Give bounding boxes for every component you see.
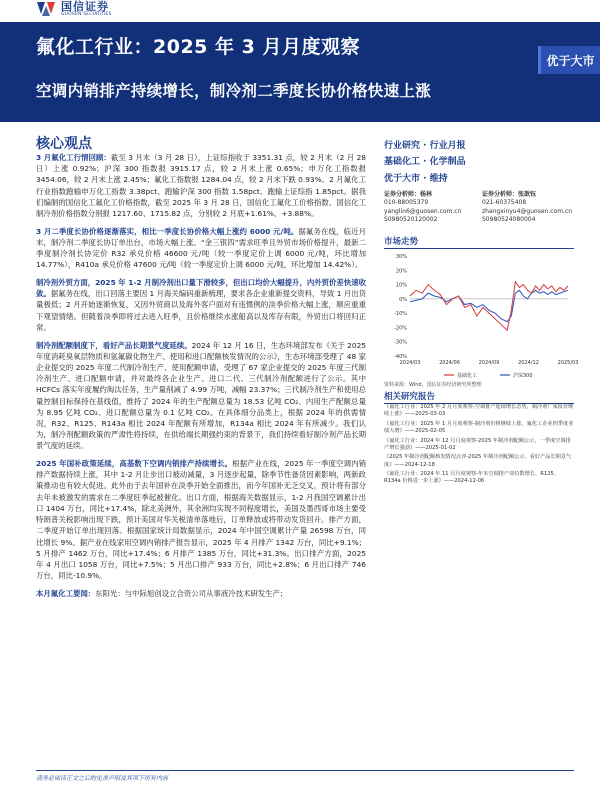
market-trend-heading: 市场走势 [384,235,574,249]
top-bar [0,0,600,22]
paragraph-body: 2024 年 12 月 16 日，生态环境部发布《关于 2025 年度消耗臭氧层物质和氢氟碳化物生产、使用和进口配额核发情况的公示》，生态环境部受理了 48 家企业提交的 2025 年度二代制冷剂生产、使用配额申请，受理了 67 家企业提交的 2025 年度三代制冷剂生产、进口配额申请，并对最终各企业生产、进口二代、三代制冷剂配额进行了公示。其中 HCFCs 落实年度履约淘汰任务，生产量削减了 4.99 万吨，减幅 23.37%；三代制冷剂生产和使用总量控制目标保持在基线值，维持了 2024 年的生产配额总量为 18.53 亿吨 CO₂、内用生产配额总量为 8.95 亿吨 CO₂、进口配额总量为 0.1 亿吨 CO₂。在具体细分品类上，根据 2024 年的供需情况，R32、R125、R143a 相比 2024 年配额有所增加，R134a 相比 2024 年有所减少。我们认为，制冷剂配额政策的严肃性将持续，在供给端长期强约束的背景下，我们持续看好制冷剂产品长期景气度的延续。 [36,340,366,451]
paragraph-lead: 2025 年国补政策延续，高基数下空调内销排产持续增长。 [36,459,233,469]
related-report-item[interactable]: 《氟化工行业：2024 年 11 月月度观察-年末空调排产双位数增长，R125、R134a 价格进一步上涨》——2024-12-06 [384,471,560,485]
analyst-email[interactable]: yanglin6@guosen.com.cn [384,207,462,215]
paragraph-body: 据氟务在线，临近月末，制冷剂二季度长协订单出台，市场大幅上涨。“金三银四”需求旺季且外贸市场价格提升，最新二季度制冷剂长协定价 R32 承兑价格 46600 元/吨（较一季度定价上调 6000 元/吨，环比增加 14.77%），R410a 承兑价格 47600 元/吨（较一季度定价上调 6000 元/吨，环比增加 14.42%）。 [36,226,366,270]
analyst-cert: S0980524080004 [482,216,536,224]
paragraph-lead: 3 月二季度长协价格逐渐落实，相比一季度长协价格大幅上涨约 6000 元/吨。 [36,226,299,236]
paragraph-body: 东阳光：与中际旭创设立合资公司从事液冷技术研发生产； [95,588,288,598]
analyst-name: 证券分析师：张歆钰 [482,191,537,198]
x-tick-label: 2024/12 [518,360,539,366]
paragraph-body: 据氟务在线，出口回落主要因 1 月海关编码重新梳理，要求各企业重新提交资料，导致 1 月出货量极低；2 月开始逐渐恢复，又因外贸商以及海外客户面对有违惯例的淡季价格大幅上涨，顺应重重下观望情绪。但随着淡季即将过去进入旺季，且价格继续水涨船高以及库存有限，外贸出口将回归正常。 [36,289,366,332]
industry-label: 行业研究 · 行业月报 [384,141,466,151]
y-tick-label: 0% [399,296,407,303]
report-subtitle: 空调内销排产持续增长，制冷剂二季度长协价格快速上涨 [36,82,432,100]
series-line-hs300 [410,290,568,321]
y-tick-label: 20% [395,268,407,275]
footer-disclaimer: 请务必阅读正文之后的免责声明及其项下所有内容 [36,775,169,782]
related-reports-list [384,404,574,488]
analyst-card [482,191,574,225]
main-content [36,152,366,606]
chart-svg [384,250,579,380]
paragraph-lead: 本月氟化工要闻： [36,588,96,598]
y-tick-label: 10% [395,282,407,289]
analyst-card [384,191,476,225]
related-report-item[interactable]: 《氟化工行业：2025 年 1 月月度观察-制冷剂价格继续上涨，氟化工企业四季度业绩大增》——2025-02-05 [384,420,574,434]
analyst-phone: 021-60375408 [482,199,527,207]
report-title: 氟化工行业：2025 年 3 月月度观察 [36,36,360,58]
analyst-name: 证券分析师：杨林 [384,191,433,198]
sidebar [384,138,574,225]
paragraph-lead: 制冷剂配额制度下，看好产品长期景气度延续。 [36,340,192,350]
series-line-chem [410,282,568,331]
market-trend-chart [384,250,579,380]
legend-label: 沪深300 [513,373,533,379]
analyst-cert: S0980520120002 [384,216,438,224]
x-tick-label: 2024/09 [478,360,500,366]
related-report-item[interactable]: 《氟化工行业：2025 年 2 月月度观察-空调排产延续增长态势，制冷剂厂家报价继续上涨》——2025-03-03 [384,404,574,418]
paragraph-lead: 3 月氟化工行情回顾： [36,153,111,162]
paragraph-export [36,277,366,333]
x-tick-label: 2025/03 [557,360,579,366]
rating-badge: 优于大市 [538,46,600,74]
analyst-phone: 010-88005379 [384,199,429,207]
analyst-email[interactable]: zhangxinyu4@guosen.com.cn [482,207,573,215]
paragraph-review [36,152,366,219]
y-tick-label: -20% [394,325,407,332]
paragraph-long-contract [36,226,366,271]
x-tick-label: 2024/06 [439,360,460,366]
related-report-item[interactable]: 《2025 年制冷剂配额核发情况点评-2025 年制冷剂配额公示，看好产品长期景气度》——2024-12-18 [384,454,572,468]
paragraph-news [36,588,366,599]
legend-label: 基础化工 [457,373,478,379]
footer-divider [36,770,574,771]
y-tick-label: 30% [395,254,407,260]
core-view-heading: 核心观点 [36,136,92,152]
analyst-list [384,191,574,225]
paragraph-air-conditioner [36,458,366,581]
paragraph-body: 根据产业在线，2025 年一季度空调内销排产数据持续上涨，其中 1-2 月让步出口被动减量，3 月逐步起量，除季节性备货因素影响，两新政策推动也有较大促进。此外由于去年国补在淡季开始全面推出，而今年国补无乏交叉，预计将有部分去年未被激发的需求在二季度旺季起被催化。出口方面，根据海关数据显示，1-2 月我国空调累计出口 1404 万台，同比+17.4%，除北美洲外，其余洲均实现不同程度增长，美国及墨西哥市场主要受特朗普关税影响出现下跌，预计美国对华关税清单落地后，订单释放或将带动发货回升。排产方面，二季度开始订单出现回落。根据国家统计局数据显示，2024 年中国空调累计产量 26598 万台，同比增长 9%。据产业在线家用空调内销排产报告显示，2025 年 4 月排产 1342 万台，同比+9.1%；5 月排产 1462 万台，同比+17.4%；6 月排产 1385 万台，同比+31.3%。出口排产方面，2025 年 4 月出口 1058 万台，同比+7.5%；5 月出口排产 933 万台，同比+2.8%；6 月出口排产 746 万台，同比-10.9%。 [36,459,366,581]
rating-label: 优于大市 · 维持 [384,174,448,184]
logo-cn-text: 国信证券 [61,0,109,13]
y-tick-label: -30% [394,339,407,346]
paragraph-quota [36,340,366,452]
related-reports-heading: 相关研究报告 [384,390,574,404]
x-tick-label: 2024/03 [399,360,421,366]
related-report-item[interactable]: 《氟化工行业：2024 年 12 月月度观察-2025 年制冷剂配额公示，一季度空调排产增长强劲》——2025-01-02 [384,437,571,451]
paragraph-lead: 制冷剂外贸方面，2025 年 1-2 月制冷剂出口量下滑较多，但出口均价大幅提升，内外贸价差快速收敛。 [36,278,366,299]
brand-logo [36,0,112,18]
y-tick-label: -40% [394,354,407,360]
title-banner [0,22,600,122]
chart-source: 资料来源：Wind、国信证券经济研究所整理 [384,382,482,388]
sector-label: 基础化工 · 化学制品 [384,157,466,167]
guosen-logo-icon [36,0,56,18]
y-tick-label: -10% [394,311,407,318]
paragraph-body: 截至 3 月末（3 月 28 日），上证综指收于 3351.31 点，较 2 月末（2 月 28 日）上涨 0.92%；沪深 300 指数报 3915.17 点，较 2 月末上涨 0.65%；申万化工指数报 3454.06，较 2 月末上涨 2.45%；氟化工指数报 1284.04 点，较 2 月末下跌 0.93%。2 月氟化工行业指数跑输申万化工指数 3.38pct、跑输沪深 300 指数 1.58pct、跑输上证综指 1.85pct。据我们编制的国信化工氟化工价格指数，截至 2025 年 3 月 28 日，国信化工氟化工价格指数、国信化工制冷剂价格指数分别报 1217.60、1715.82 点，分别较 2 月底+1.61%、+3.88%。 [36,153,367,219]
logo-en-text: GUOSEN SECURITIES [61,11,112,17]
